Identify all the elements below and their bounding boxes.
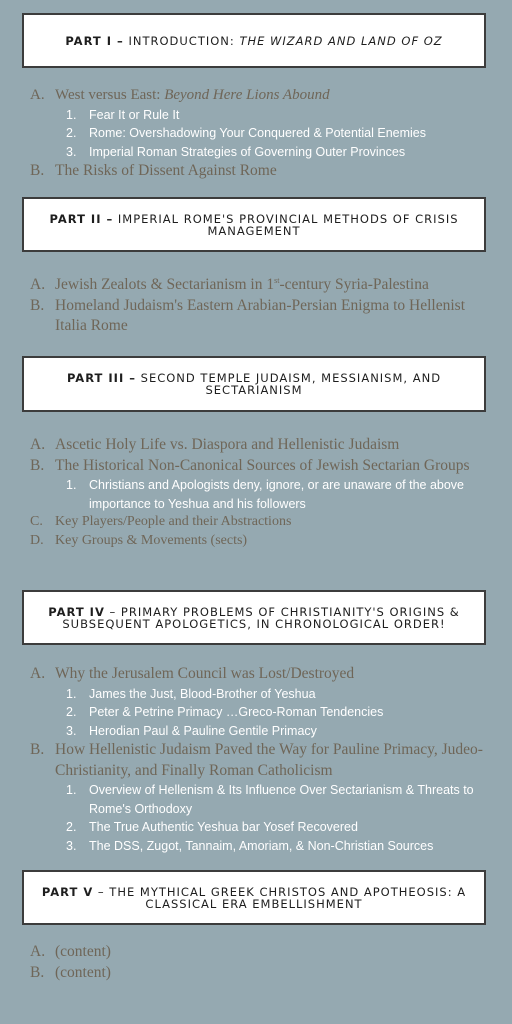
list-item: B. How Hellenistic Judaism Paved the Way for Pauline Primacy, Judeo-Christianity, and Finally Roman Catholicism bbox=[30, 741, 483, 779]
part4-header bbox=[22, 590, 486, 645]
list-item: A. Jewish Zealots & Sectarianism in 1st-century Syria-Palestina bbox=[30, 275, 429, 293]
list-item: B. (content) bbox=[30, 963, 111, 981]
list-item: A. West versus East: Beyond Here Lions Abound bbox=[30, 87, 330, 103]
list-item: A. Why the Jerusalem Council was Lost/Destroyed bbox=[30, 665, 355, 682]
sub-item: 1. Fear It or Rule It bbox=[66, 107, 180, 122]
part1-header bbox=[22, 13, 486, 68]
part3-outline bbox=[30, 435, 492, 550]
part4-title: PART IV – PRIMARY PROBLEMS OF CHRISTIANITY'S ORIGINS & SUBSEQUENT APOLOGETICS, IN CHRONOLOGICAL ORDER! bbox=[48, 604, 460, 631]
list-item: B. Homeland Judaism's Eastern Arabian-Persian Enigma to Hellenist Italia Rome bbox=[30, 296, 466, 334]
part1-title-text: INTRODUCTION: bbox=[123, 33, 240, 48]
part5-title: PART V – THE MYTHICAL GREEK CHRISTOS AND APOTHEOSIS: A CLASSICAL ERA EMBELLISHMENT bbox=[41, 884, 467, 911]
sub-item: 1. Overview of Hellenism & Its Influence Over Sectarianism & Threats to Rome's Orthodoxy bbox=[66, 783, 474, 816]
list-item: D. Key Groups & Movements (sects) bbox=[30, 532, 248, 548]
part4-outline bbox=[30, 664, 492, 855]
sub-item: 2. Rome: Overshadowing Your Conquered & Potential Enemies bbox=[66, 126, 427, 140]
sub-item: 3. Imperial Roman Strategies of Governing Outer Provinces bbox=[66, 144, 406, 159]
sub-item: 1. Christians and Apologists deny, ignore, or are unaware of the above importance to Yeshua and his followers bbox=[66, 478, 464, 511]
part3-header bbox=[22, 356, 486, 412]
part5-outline bbox=[30, 942, 492, 983]
part5-header bbox=[22, 870, 486, 925]
sub-item: 2. Peter & Petrine Primacy …Greco-Roman Tendencies bbox=[66, 705, 384, 719]
list-item: A. (content) bbox=[30, 943, 111, 960]
sub-item: 3. Herodian Paul & Pauline Gentile Primacy bbox=[66, 723, 317, 738]
part2-outline bbox=[30, 275, 492, 337]
list-item: C. Key Players/People and their Abstractions bbox=[30, 514, 292, 529]
part1-title-italic: THE WIZARD AND LAND OF OZ bbox=[239, 33, 443, 48]
list-item: B. The Risks of Dissent Against Rome bbox=[30, 162, 277, 179]
part1-number: PART I – bbox=[65, 33, 124, 48]
part3-title: PART III – SECOND TEMPLE JUDAISM, MESSIANISM, AND SECTARIANISM bbox=[66, 371, 442, 397]
part2-header bbox=[22, 197, 486, 252]
part1-outline bbox=[30, 85, 492, 182]
list-item: B. The Historical Non-Canonical Sources of Jewish Sectarian Groups bbox=[30, 456, 470, 474]
sub-item: 2. The True Authentic Yeshua bar Yosef Recovered bbox=[66, 820, 358, 834]
part1-title bbox=[65, 35, 442, 47]
sub-item: 1. James the Just, Blood-Brother of Yeshua bbox=[66, 686, 316, 701]
list-item: A. Ascetic Holy Life vs. Diaspora and Hellenistic Judaism bbox=[30, 436, 400, 453]
sub-item: 3. The DSS, Zugot, Tannaim, Amoriam, & Non-Christian Sources bbox=[66, 838, 434, 853]
part2-title: PART II – IMPERIAL ROME'S PROVINCIAL METHODS OF CRISIS MANAGEMENT bbox=[49, 211, 459, 238]
